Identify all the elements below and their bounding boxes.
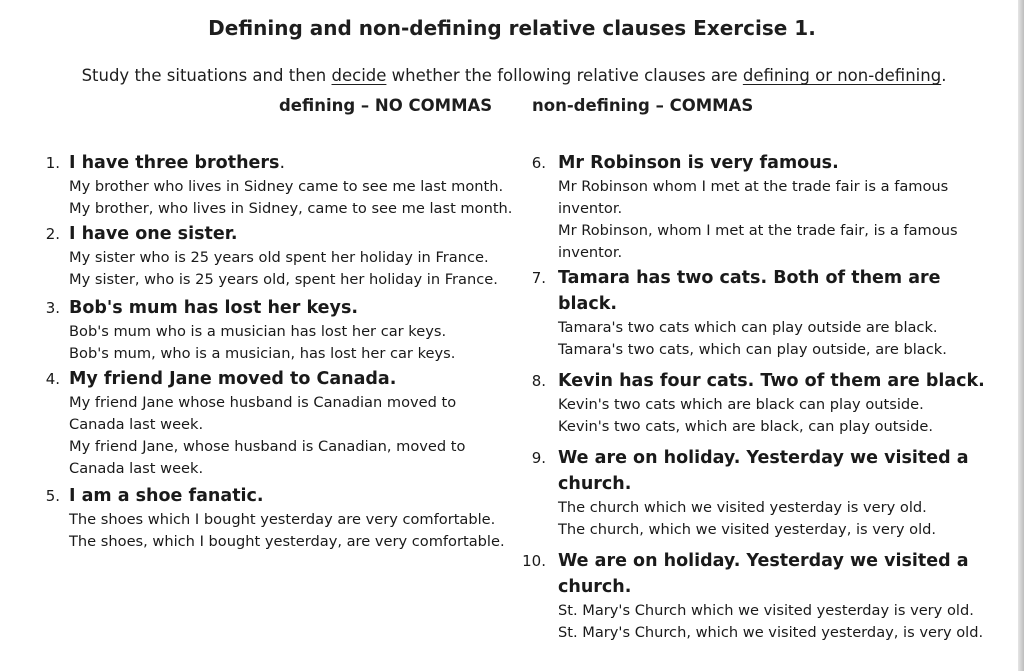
sentence-non-defining: Mr Robinson, whom I met at the trade fair, is a famous inventor. [558,222,958,261]
exercise-item-3 [40,295,520,365]
item-heading-text: I have three brothers [69,153,280,173]
sentence-non-defining: The church, which we visited yesterday, is very old. [558,521,937,538]
sentence-non-defining: My sister, who is 25 years old, spent her holiday in France. [69,271,498,288]
sentence-defining: Bob's mum who is a musician has lost her car keys. [69,323,447,340]
exercise-item-1 [40,150,520,220]
item-heading: Tamara has two cats. Both of them are black. [558,268,941,314]
sentence-defining: The shoes which I bought yesterday are very comfortable. [69,511,496,528]
item-number: 8. [531,372,546,390]
item-number: 10. [522,552,546,570]
item-heading: My friend Jane moved to Canada. [69,369,397,389]
sentence-non-defining: My brother, who lives in Sidney, came to see me last month. [69,200,513,217]
item-number: 6. [531,154,546,172]
sentence-non-defining: My friend Jane, whose husband is Canadian, moved to Canada last week. [69,438,466,477]
legend-defining: defining – NO COMMAS [279,96,493,115]
sentence-defining: Tamara's two cats which can play outside are black. [558,319,938,336]
item-heading-tail: . [279,153,286,173]
item-heading: I am a shoe fanatic. [69,486,264,506]
sentence-defining: My sister who is 25 years old spent her holiday in France. [69,249,489,266]
sentence-defining: Mr Robinson whom I met at the trade fair is a famous inventor. [558,178,949,217]
exercise-item-10 [520,548,1000,644]
exercise-item-8 [520,368,1000,438]
exercise-item-5 [40,483,520,553]
sentence-defining: My brother who lives in Sidney came to see me last month. [69,178,504,195]
item-heading: Bob's mum has lost her keys. [69,298,359,318]
page-title: Defining and non-defining relative clauses Exercise 1. [208,16,816,40]
page-edge-shadow [1018,0,1024,671]
item-heading: I have one sister. [69,224,238,244]
sentence-defining: St. Mary's Church which we visited yesterday is very old. [558,602,974,619]
sentence-defining: The church which we visited yesterday is very old. [558,499,927,516]
instruction-text: . [941,66,947,85]
instruction-underline-decide: decide [331,66,387,85]
sentence-non-defining: Tamara's two cats, which can play outside, are black. [558,341,947,358]
exercise-item-9 [520,445,1000,541]
instruction-underline-defining: defining or non-defining [742,66,942,85]
item-heading: We are on holiday. Yesterday we visited a church. [558,448,969,494]
exercise-item-2 [40,221,520,291]
legend-non-defining: non-defining – COMMAS [532,96,754,115]
item-heading: We are on holiday. Yesterday we visited a church. [558,551,969,597]
left-column [40,150,520,553]
item-number: 3. [45,299,60,317]
item-number: 9. [531,449,546,467]
item-number: 2. [45,225,60,243]
item-number: 4. [45,370,60,388]
instruction-text: whether the following relative clauses are [386,66,743,85]
exercise-item-4 [40,366,520,480]
right-column [520,150,1000,644]
sentence-non-defining: Bob's mum, who is a musician, has lost her car keys. [69,345,456,362]
instructions [0,66,1024,85]
instruction-text: Study the situations and then [81,66,332,85]
sentence-defining: My friend Jane whose husband is Canadian moved to Canada last week. [69,394,457,433]
item-heading: Mr Robinson is very famous. [558,153,839,173]
sentence-non-defining: Kevin's two cats, which are black, can play outside. [558,418,934,435]
sentence-non-defining: St. Mary's Church, which we visited yesterday, is very old. [558,624,984,641]
item-number: 1. [45,154,60,172]
sentence-defining: Kevin's two cats which are black can play outside. [558,396,924,413]
exercise-item-6 [520,150,1000,264]
sentence-non-defining: The shoes, which I bought yesterday, are very comfortable. [69,533,505,550]
item-number: 5. [45,487,60,505]
item-heading [69,150,520,176]
item-heading: Kevin has four cats. Two of them are black. [558,371,985,391]
exercise-item-7 [520,265,1000,361]
item-number: 7. [531,269,546,287]
